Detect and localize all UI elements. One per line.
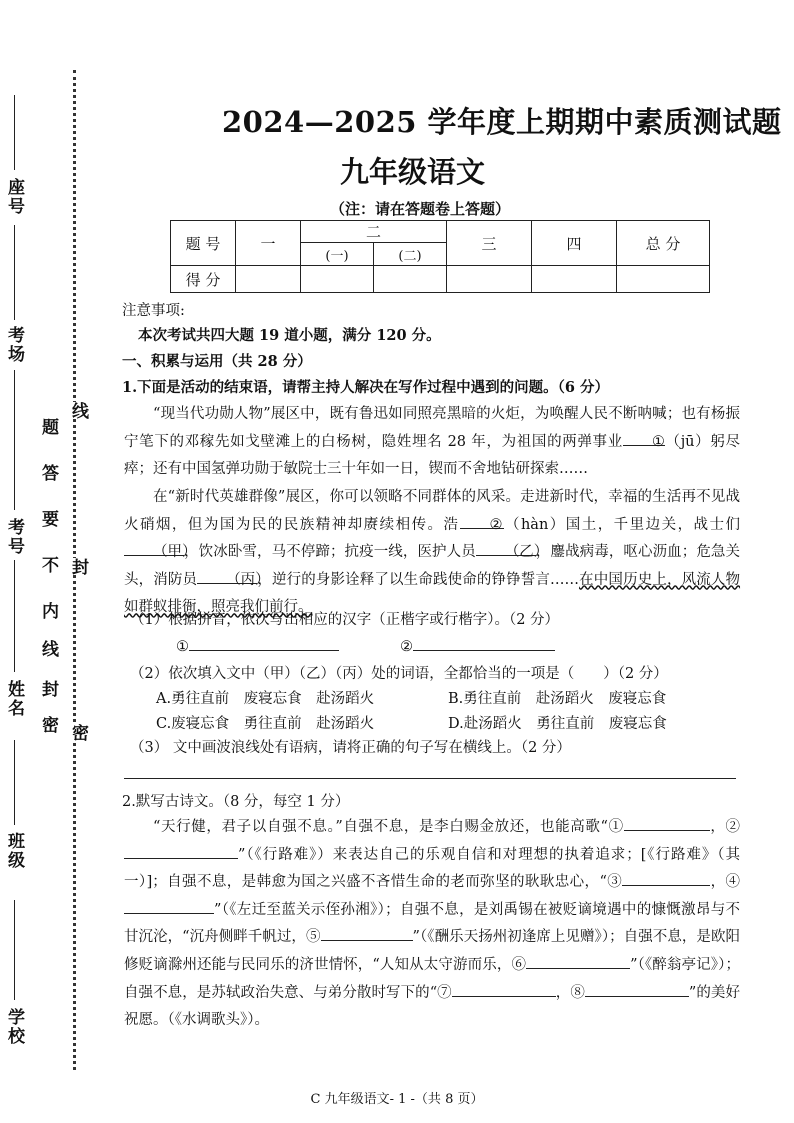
warning-char: 答	[38, 464, 58, 481]
score-cell	[301, 266, 374, 293]
q2-blank-5	[321, 924, 413, 941]
q1-p2-text-b: （hàn）国土，千里边关，战士们	[503, 516, 741, 533]
label-school: 学校	[4, 1008, 24, 1046]
section-1-heading: 一、积累与运用（共 28 分）	[122, 353, 312, 370]
q1-blank-yi	[476, 539, 549, 561]
q1-p1-text-b: （jū）躬尽瘁；还有中国氢弹功勋于敏院士三十年如一日，锲而不舍地钻研探索……	[124, 433, 740, 478]
q1-paragraph-1	[124, 401, 740, 484]
score-table-col-1: 一	[236, 221, 301, 266]
notice-text: 本次考试共四大题 19 道小题，满分 120 分。	[138, 327, 441, 344]
label-exam-room: 考场	[4, 326, 24, 364]
q2-text-8: ”（《醉翁亭记》）；自强不息，是苏轼政治失意、与弟分散时写下的“⑦	[124, 956, 740, 1001]
score-table-col-4: 四	[532, 221, 617, 266]
q1-blank-2-label: ②	[489, 516, 503, 533]
q2-blank-4	[124, 897, 214, 914]
score-cell	[236, 266, 301, 293]
score-table-col-2-sub-2: (二)	[374, 243, 447, 266]
seal-char-line: 线	[66, 402, 91, 419]
q2-text-4: ”（《行路难》）来表达自己的乐观自信和对理想的执着追求；[《行路难》（其一）]；自强不息，是韩愈为国之兴盛不吝惜生命的老而弥坚的耿耿忠心，“③	[124, 846, 740, 891]
seal-char-seal: 封	[66, 558, 91, 575]
q1-p2-text-c: ，饮冰卧雪，马不停蹄；抗疫一线，医护人员	[184, 544, 476, 561]
score-cell	[374, 266, 447, 293]
q2-blank-6	[526, 952, 630, 969]
class-line	[14, 740, 15, 825]
q2-paragraph	[124, 814, 740, 1035]
q2-text-1: “天行健，君子以自强不息。”自强不息，是李白赐金放还，也能高歌“①	[153, 819, 624, 835]
score-table-col-5: 总 分	[617, 221, 710, 266]
score-cell	[532, 266, 617, 293]
q1-blank-2	[460, 512, 504, 533]
score-table-col-2-sub-1: (一)	[301, 243, 374, 266]
q1-sub-1: （1）根据拼音，依次写出相应的汉字（正楷字或行楷字）。（2 分）	[130, 612, 560, 628]
q1-option-b: B.勇往直前 赴汤蹈火 废寝忘食	[448, 691, 667, 707]
seat-number-line	[14, 95, 15, 170]
q2-text-7: ”（《酬乐天扬州初逢席上见赠》）；自强不息，是欧阳修贬谪滁州还能与民同乐的济世情怀，“人知从太守游而乐，⑥	[124, 929, 740, 973]
exam-number-line	[14, 370, 15, 510]
score-table	[170, 220, 710, 293]
q2-blank-1	[624, 814, 710, 831]
label-exam-number: 考号	[4, 518, 24, 556]
q1-sub-1-blank-1-line	[189, 634, 339, 651]
q2-text-9: ，⑧	[555, 984, 585, 1001]
q1-p2-text-a: 在“新时代英雄群像”展区，你可以领略不同群体的风采。走进新时代，幸福的生活再不见战火硝烟，但为国为民的民族精神却赓续相传。浩	[124, 489, 740, 533]
q1-blank-jia-label: （甲）	[153, 544, 197, 561]
label-name: 姓名	[4, 680, 24, 718]
label-seat-number: 座号	[4, 178, 24, 216]
q1-blank-jia	[124, 539, 197, 561]
q2-text-3: ②	[725, 819, 740, 835]
exam-note: （注：请在答题卷上答题）	[330, 200, 511, 218]
seal-char-secret: 密	[66, 724, 91, 741]
q1-p2-text-d: ，鏖战病毒，呕心沥血；危急关头，消防员	[124, 544, 741, 588]
q1-blank-yi-label: （乙）	[504, 544, 549, 561]
q1-wavy-sentence: 在中国历史上，风流人物如群蚁排衙，照亮我们前行。	[124, 571, 741, 616]
warning-char: 线	[38, 640, 58, 657]
q1-sub-3-answer-line	[124, 778, 736, 779]
school-line	[14, 900, 15, 1000]
score-table-col-3: 三	[447, 221, 532, 266]
score-table-col-2: 二	[301, 221, 447, 243]
q1-blank-1	[623, 429, 665, 450]
q1-sub-1-answer-1	[176, 633, 339, 661]
score-cell	[447, 266, 532, 293]
q2-blank-7	[452, 980, 556, 997]
score-cell	[617, 266, 710, 293]
q1-sub-1-blank-1-label: ①	[176, 639, 189, 655]
warning-char: 不	[38, 556, 58, 573]
q1-p2-text-e: ，逆行的身影诠释了以生命践使命的铮铮誓言……	[257, 571, 580, 588]
q1-paragraph-2	[124, 484, 740, 622]
exam-title: 2024—2025 学年度上期期中素质测试题	[222, 105, 782, 139]
exam-subtitle: 九年级语文	[340, 155, 486, 189]
name-line	[14, 560, 15, 672]
warning-char: 内	[38, 602, 58, 619]
q2-blank-8	[585, 980, 689, 997]
q1-sub-1-blank-2-line	[413, 634, 555, 651]
q2-text-6: ”（《左迁至蓝关示侄孙湘》）；自强不息，是刘禹锡在被贬谪境遇中的慷慨激昂与不甘沉沦，“沉舟侧畔千帆过，⑤	[124, 901, 740, 946]
q1-blank-1-label: ①	[651, 433, 665, 450]
q1-sub-1-blank-2-label: ②	[400, 639, 413, 655]
q2-blank-2	[124, 842, 238, 859]
warning-char: 要	[38, 510, 58, 527]
q1-blank-bing	[197, 567, 270, 588]
q2-text-5: ，④	[710, 874, 741, 891]
q1-sub-1-answer-2	[400, 633, 555, 661]
warning-char: 密	[38, 716, 58, 733]
warning-char: 题	[38, 418, 58, 435]
q1-sub-2: （2）依次填入文中（甲）（乙）（丙）处的词语，全都恰当的一项是（ ）（2 分）	[130, 666, 668, 682]
score-table-header-label: 题 号	[171, 221, 236, 266]
q1-sub-3: （3） 文中画波浪线处有语病，请将正确的句子写在横线上。（2 分）	[130, 740, 571, 756]
q1-stem: 1.下面是活动的结束语，请帮主持人解决在写作过程中遇到的问题。（6 分）	[122, 379, 610, 396]
q2-blank-3	[622, 869, 710, 886]
q2-text-2: ，	[709, 819, 726, 835]
q1-option-a: A.勇往直前 废寝忘食 赴汤蹈火	[156, 691, 375, 707]
page-footer: C 九年级语文- 1 -（共 8 页）	[310, 1092, 484, 1107]
notice-heading: 注意事项:	[122, 303, 185, 319]
q2-stem: 2.默写古诗文。（8 分，每空 1 分）	[122, 794, 350, 810]
exam-room-line	[14, 225, 15, 320]
q1-option-c: C.废寝忘食 勇往直前 赴汤蹈火	[156, 716, 375, 732]
label-class: 班级	[4, 832, 24, 870]
q1-blank-bing-label: （丙）	[226, 571, 270, 588]
q1-option-d: D.赴汤蹈火 勇往直前 废寝忘食	[448, 716, 667, 732]
q1-p1-text-a: “现当代功勋人物”展区中，既有鲁迅如同照亮黑暗的火炬，为唤醒人民不断呐喊；也有杨振宁笔下的邓稼先如戈壁滩上的白杨树，隐姓埋名 28 年，为祖国的两弹事业	[124, 406, 740, 450]
warning-char: 封	[38, 680, 58, 697]
score-table-score-label: 得 分	[171, 266, 236, 293]
q2-text-10: ”的美好祝愿。（《水调歌头》）。	[124, 984, 740, 1029]
